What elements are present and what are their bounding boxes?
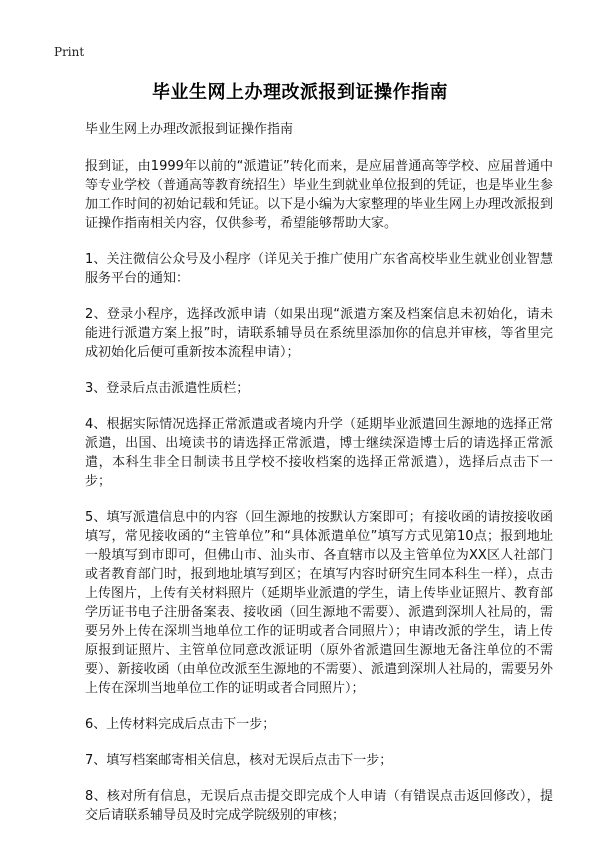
print-link[interactable]: Print — [54, 45, 85, 59]
step-paragraph: 1、关注微信公众号及小程序（详见关于推广使用广东省高校毕业生就业创业智慧服务平台的通知： — [85, 252, 553, 286]
step-paragraph: 3、登录后点击派遣性质栏； — [85, 381, 250, 396]
page-title: 毕业生网上办理改派报到证操作指南 — [152, 82, 448, 103]
step-paragraph: 4、根据实际情况选择正常派遣或者境内升学（延期毕业派遣回生源地的选择正常派遣，出国、出境读书的请选择正常派遣，博士继续深造博士后的请选择正常派遣，本科生非全日制读书且学校不接收档案的选择正常派遣），选择后点击下一步； — [85, 417, 553, 489]
step-paragraph: 7、填写档案邮寄相关信息，核对无误后点击下一步； — [85, 753, 393, 768]
intro-paragraph: 报到证，由1999年以前的“派遣证”转化而来，是应届普通高等学校、应届普通中等专业学校（普通高等教育统招生）毕业生到就业单位报到的凭证，也是毕业生参加工作时间的初始记载和凭证。以下是小编为大家整理的毕业生网上办理改派报到证操作指南相关内容，仅供参考，希望能够帮助大家。 — [85, 159, 554, 231]
step-paragraph: 5、填写派遣信息中的内容（回生源地的按默认方案即可；有接收函的请按接收函填写，常见接收函的“主管单位”和“具体派遣单位”填写方式见第10点；报到地址一般填写到市即可，但佛山市、汕头市、各直辖市以及主管单位为XX区人社部门或者教育部门时，报到地址填写到区；在填写内容时研究生同本科生一样），点击上传图片，上传有关材料照片（延期毕业派遣的学生，请上传毕业证照片、教育部学历证书电子注册备案表、接收函（回生源地不需要）、派遣到深圳人社局的，需要另外上传在深圳当地单位工作的证明或者合同照片）；申请改派的学生，请上传原报到证照片、主管单位同意改派证明（原外省派遣回生源地无备注单位的不需要）、新接收函（由单位改派至生源地的不需要）、派遣到深圳人社局的，需要另外上传在深圳当地单位工作的证明或者合同照片）； — [85, 510, 554, 696]
article-body — [85, 120, 553, 842]
step-paragraph: 8、核对所有信息，无误后点击提交即完成个人申请（有错误点击返回修改），提交后请联系辅导员及时完成学院级别的审核； — [85, 789, 553, 823]
step-paragraph: 6、上传材料完成后点击下一步； — [85, 717, 276, 732]
article-subtitle: 毕业生网上办理改派报到证操作指南 — [85, 122, 294, 137]
step-paragraph: 2、登录小程序，选择改派申请（如果出现“派遣方案及档案信息未初始化，请未能进行派遣方案上报”时，请联系辅导员在系统里添加你的信息并审核，等省里完成初始化后便可重新按本流程申请）； — [85, 307, 553, 360]
